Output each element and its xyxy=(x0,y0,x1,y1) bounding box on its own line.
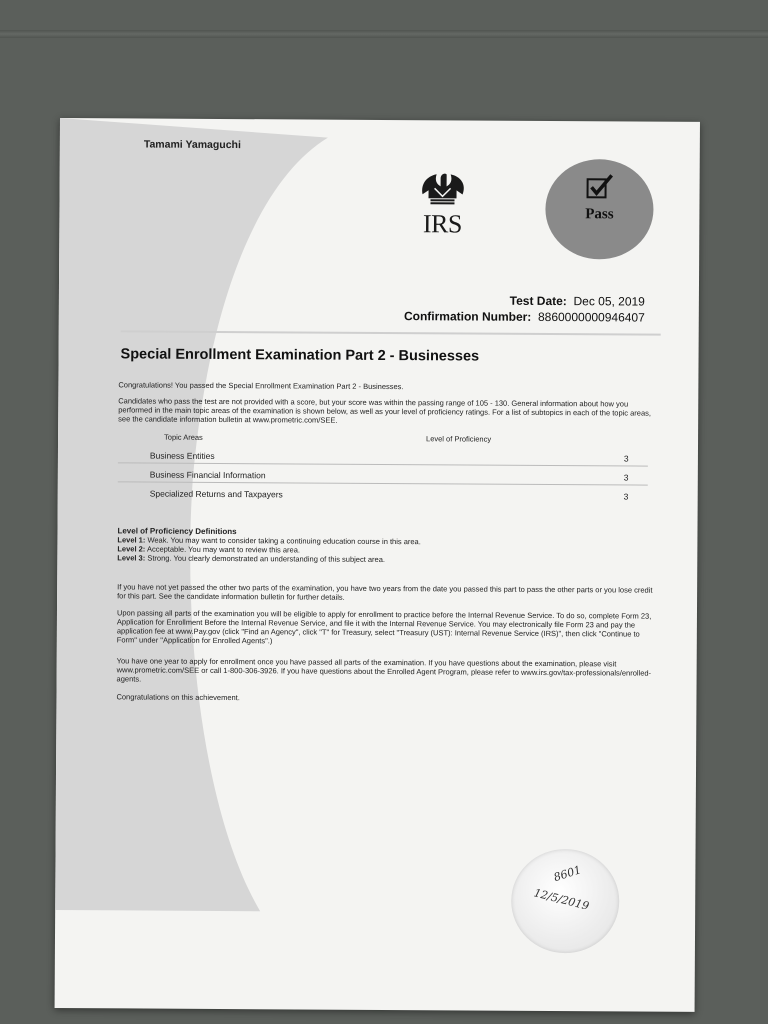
scoring-paragraph: Candidates who pass the test are not provided with a score, but your score was within the passing range of 105 - 130. General information about how you performed in the main topic areas of the examination is shown below, as well as your level of proficiency ratings. For a list of subtopics in each of the topic areas, see the candidate information bulletin at www.prometric.com/SEE. xyxy=(118,396,652,425)
topic-areas-header: Topic Areas xyxy=(164,432,203,442)
pass-label: Pass xyxy=(585,206,614,223)
topic-name: Business Financial Information xyxy=(149,469,266,481)
background-seam xyxy=(0,30,768,38)
topic-level: 3 xyxy=(623,453,629,464)
enrollment-paragraph: Upon passing all parts of the examination you will be eligible to apply for enrollment to practice before the Internal Revenue Service. To do so, complete Form 23, Application for Enrollment Before the Internal Revenue Service, and file it with the Internal Revenue Service. You may electronically file Form 23 and pay the application fee at www.Pay.gov (click "Find an Agency", click "T" for Treasury, select "Treasury (UST): Internal Revenue Service (IRS)", then click "Continue to Form" under "Application for Enrolled Agents".) xyxy=(116,608,652,646)
level-text: Weak. You may want to consider taking a continuing education course in this area. xyxy=(147,535,421,547)
irs-logo-text: IRS xyxy=(422,209,462,239)
test-date-value: Dec 05, 2019 xyxy=(573,294,645,309)
topic-name: Business Entities xyxy=(149,450,215,461)
level-text: Acceptable. You may want to review this area. xyxy=(146,544,301,555)
topic-level: 3 xyxy=(623,491,629,502)
check-icon xyxy=(586,173,614,199)
level-label: Level 3: xyxy=(117,553,146,563)
level-text: Strong. You clearly demonstrated an understanding of this subject area. xyxy=(147,553,386,564)
proficiency-header: Level of Proficiency xyxy=(426,434,492,444)
pass-badge xyxy=(545,159,654,260)
topic-level: 3 xyxy=(623,472,629,483)
eagle-logo-icon xyxy=(416,168,468,206)
intro-paragraph: Congratulations! You passed the Special Enrollment Examination Part 2 - Businesses. xyxy=(118,380,404,392)
document-title: Special Enrollment Examination Part 2 - Businesses xyxy=(120,346,480,365)
topic-name: Specialized Returns and Taxpayers xyxy=(149,488,283,500)
level-label: Level 1: xyxy=(117,535,146,545)
proficiency-definitions xyxy=(117,526,421,564)
level-label: Level 2: xyxy=(117,544,146,554)
gray-swoosh-background xyxy=(55,118,330,920)
candidate-name: Tamami Yamaguchi xyxy=(143,138,241,152)
stamp-line-1: 8601 xyxy=(552,863,583,885)
stamp-line-2: 12/5/2019 xyxy=(532,886,591,913)
test-meta xyxy=(404,292,645,325)
other-parts-paragraph: If you have not yet passed the other two parts of the examination, you have two years from the date you passed this part to pass the other parts or you lose credit for this part. See the candidate information bulletin for further details. xyxy=(117,582,653,602)
confirmation-value: 8860000000946407 xyxy=(537,309,645,325)
deadline-paragraph: You have one year to apply for enrollment once you have passed all parts of the examination. If you have questions about the examination, please visit www.prometric.com/SEE or call 1-800-306-3926. If you have questions about the Enrolled Agent Program, please refer to www.irs.gov/tax-professionals/enrolled-agents. xyxy=(116,656,652,684)
irs-logo xyxy=(411,168,473,237)
closing-paragraph: Congratulations on this achievement. xyxy=(116,692,240,703)
embossed-stamp xyxy=(511,849,620,954)
confirmation-label: Confirmation Number: xyxy=(403,309,532,324)
test-date-label: Test Date: xyxy=(509,293,567,309)
proficiency-heading: Level of Proficiency Definitions xyxy=(117,526,237,537)
score-report-sheet xyxy=(55,118,700,1012)
table-row xyxy=(118,482,648,503)
